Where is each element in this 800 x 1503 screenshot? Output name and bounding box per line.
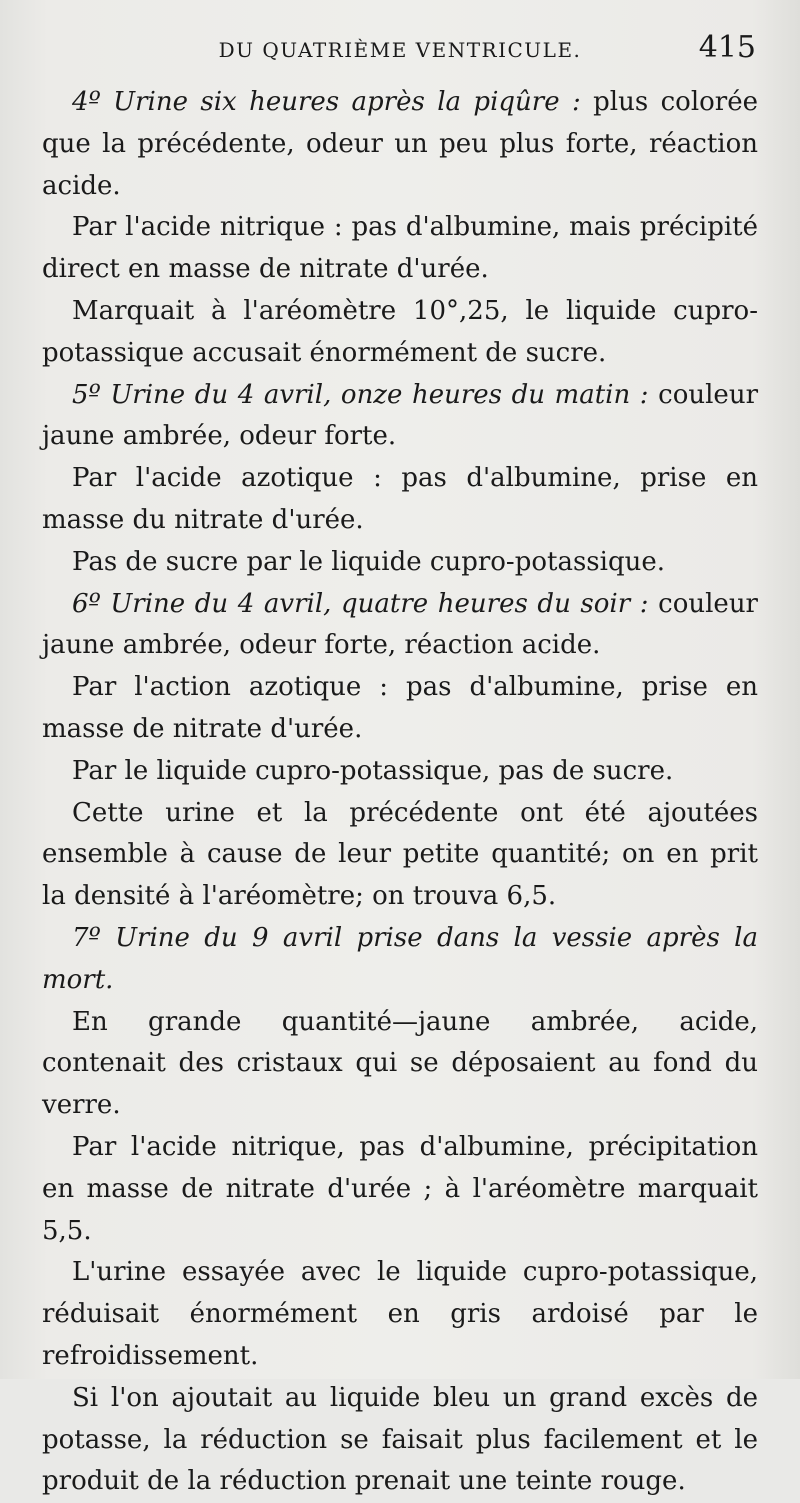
paragraph-text: couleur jaune ambrée, odeur forte, réaction acide. — [42, 588, 758, 661]
paragraph-7 — [42, 584, 758, 668]
paragraph-5: Par l'acide azotique : pas d'albumine, prise en masse du nitrate d'urée. — [42, 463, 758, 535]
paragraph-1 — [42, 82, 758, 207]
paragraph-3: Marquait à l'aréomètre 10°,25, le liquide cupro-potassique accusait énormément de sucre. — [42, 295, 758, 368]
body-text — [42, 82, 758, 1503]
item-lead: 6º Urine du 4 avril, quatre heures du soir : — [72, 588, 649, 619]
paragraph-15: Si l'on ajoutait au liquide bleu un grand excès de potasse, la réduction se faisait plus facilement et le produit de la réduction prenait une teinte rouge. — [42, 1382, 758, 1497]
item-lead: 5º Urine du 4 avril, onze heures du matin : — [72, 379, 649, 410]
item-lead: 4º Urine six heures après la piqûre : — [72, 87, 581, 117]
page-header — [42, 30, 758, 70]
paragraph-text: couleur jaune ambrée, odeur forte. — [42, 379, 758, 452]
paragraph-9: Par le liquide cupro-potassique, pas de sucre. — [72, 755, 674, 786]
running-title: DU QUATRIÈME VENTRICULE. — [218, 38, 582, 62]
paragraph-12: En grande quantité—jaune ambrée, acide, contenait des cristaux qui se déposaient au fond du verre. — [42, 1006, 758, 1121]
paragraph-2: Par l'acide nitrique : pas d'albumine, mais précipité direct en masse de nitrate d'urée. — [42, 212, 758, 285]
paragraph-8: Par l'action azotique : pas d'albumine, prise en masse de nitrate d'urée. — [42, 672, 758, 744]
paragraph-text: plus colorée que la précédente, odeur un peu plus forte, réaction acide. — [42, 87, 758, 201]
paragraph-13: Par l'acide nitrique, pas d'albumine, précipitation en masse de nitrate d'urée ; à l'aréomètre marquait 5,5. — [42, 1131, 758, 1246]
paragraph-14: L'urine essayée avec le liquide cupro-potassique, réduisait énormément en gris ardoisé par le refroidissement. — [42, 1257, 758, 1371]
page-number: 415 — [698, 30, 756, 65]
paragraph-6: Pas de sucre par le liquide cupro-potassique. — [72, 546, 665, 577]
paragraph-4 — [42, 375, 758, 459]
paragraph-10: Cette urine et la précédente ont été ajoutées ensemble à cause de leur petite quantité; on en prit la densité à l'aréomètre; on trouva 6,5. — [42, 797, 758, 912]
item-lead: 7º Urine du 9 avril prise dans la vessie après la mort. — [42, 922, 758, 995]
paragraph-11 — [42, 918, 758, 1002]
